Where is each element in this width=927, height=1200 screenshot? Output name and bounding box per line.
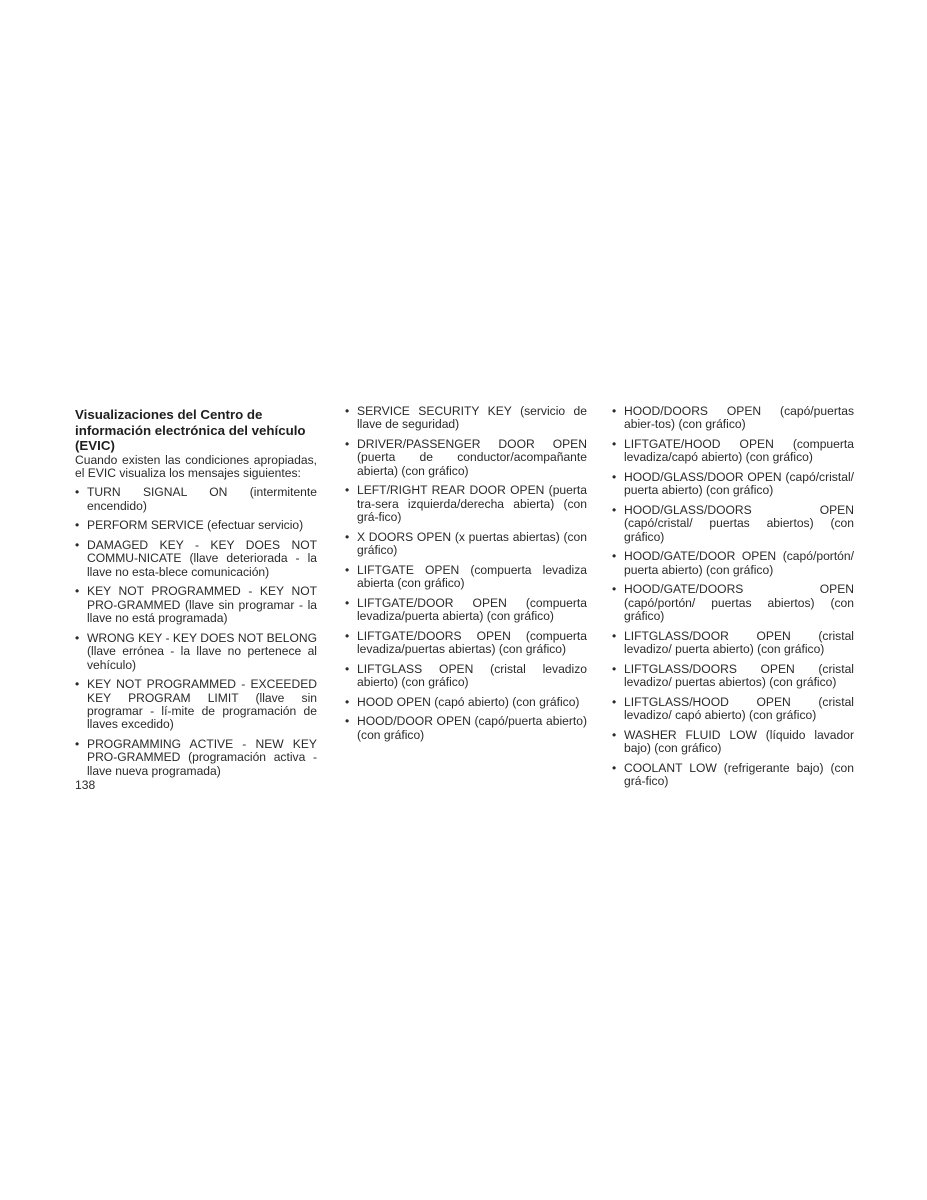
list-item bbox=[345, 484, 587, 524]
bullet-icon: • bbox=[612, 661, 617, 676]
list-item-text: KEY NOT PROGRAMMED - KEY NOT PRO-GRAMMED (llave sin programar - la llave no está programada) bbox=[87, 584, 317, 626]
message-list-2 bbox=[345, 405, 587, 742]
list-item bbox=[75, 632, 317, 672]
list-item bbox=[612, 663, 854, 690]
bullet-icon: • bbox=[75, 537, 80, 552]
message-list-1 bbox=[75, 486, 317, 778]
list-item-text: DRIVER/PASSENGER DOOR OPEN (puerta de conductor/acompañante abierta) (con gráfico) bbox=[357, 437, 587, 478]
list-item-text: LIFTGLASS/DOOR OPEN (cristal levadizo/ puerta abierto) (con gráfico) bbox=[624, 628, 854, 657]
list-item-text: TURN SIGNAL ON (intermitente encendido) bbox=[87, 485, 317, 513]
bullet-icon: • bbox=[345, 404, 350, 418]
bullet-icon: • bbox=[612, 694, 617, 709]
list-item bbox=[345, 663, 587, 690]
bullet-icon: • bbox=[75, 485, 80, 500]
bullet-icon: • bbox=[612, 727, 617, 742]
list-item bbox=[612, 696, 854, 723]
list-item-text: LIFTGATE/DOORS OPEN (compuerta levadiza/puertas abiertas) (con gráfico) bbox=[357, 628, 587, 657]
list-item-text: HOOD/GLASS/DOORS OPEN (capó/cristal/ puertas abiertos) (con gráfico) bbox=[624, 503, 854, 544]
list-item bbox=[612, 583, 854, 623]
list-item bbox=[345, 715, 587, 742]
list-item-text: DAMAGED KEY - KEY DOES NOT COMMU-NICATE (llave deteriorada - la llave no esta-blece comunicación) bbox=[87, 537, 317, 579]
list-item bbox=[75, 585, 317, 625]
list-item bbox=[345, 405, 587, 432]
list-item-text: PERFORM SERVICE (efectuar servicio) bbox=[87, 518, 304, 533]
list-item-text: WASHER FLUID LOW (líquido lavador bajo) (con gráfico) bbox=[624, 727, 854, 756]
column-3 bbox=[612, 405, 854, 795]
bullet-icon: • bbox=[612, 582, 617, 597]
bullet-icon: • bbox=[612, 470, 617, 484]
list-item bbox=[612, 630, 854, 657]
bullet-icon: • bbox=[345, 562, 350, 577]
list-item-text: KEY NOT PROGRAMMED - EXCEEDED KEY PROGRAM LIMIT (llave sin programar - lí-mite de programación de llaves excedido) bbox=[87, 677, 317, 732]
list-item-text: LIFTGLASS/DOORS OPEN (cristal levadizo/ puertas abiertos) (con gráfico) bbox=[624, 661, 854, 690]
list-item-text: HOOD OPEN (capó abierto) (con gráfico) bbox=[357, 694, 580, 709]
list-item bbox=[75, 738, 317, 778]
bullet-icon: • bbox=[345, 529, 350, 544]
list-item bbox=[345, 531, 587, 558]
bullet-icon: • bbox=[345, 595, 350, 610]
list-item-text: X DOORS OPEN (x puertas abiertas) (con gráfico) bbox=[357, 529, 587, 558]
list-item-text: SERVICE SECURITY KEY (servicio de llave de seguridad) bbox=[357, 404, 587, 432]
list-item-text: HOOD/GLASS/DOOR OPEN (capó/cristal/ puerta abierto) (con gráfico) bbox=[624, 470, 854, 498]
bullet-icon: • bbox=[345, 628, 350, 643]
list-item-text: LIFTGLASS OPEN (cristal levadizo abierto) (con gráfico) bbox=[357, 661, 587, 690]
list-item bbox=[612, 504, 854, 544]
column-1 bbox=[75, 405, 317, 784]
message-list-3 bbox=[612, 405, 854, 789]
list-item bbox=[75, 539, 317, 579]
bullet-icon: • bbox=[612, 760, 617, 775]
bullet-icon: • bbox=[75, 630, 80, 645]
list-item-text: HOOD/GATE/DOORS OPEN (capó/portón/ puertas abiertos) (con gráfico) bbox=[624, 582, 854, 624]
list-item bbox=[75, 486, 317, 513]
list-item bbox=[612, 550, 854, 577]
page-number: 138 bbox=[75, 778, 96, 792]
bullet-icon: • bbox=[345, 437, 350, 451]
bullet-icon: • bbox=[75, 677, 80, 692]
list-item-text: WRONG KEY - KEY DOES NOT BELONG (llave errónea - la llave no pertenece al vehículo) bbox=[87, 630, 317, 672]
list-item bbox=[345, 564, 587, 591]
bullet-icon: • bbox=[612, 404, 617, 418]
column-2 bbox=[345, 405, 587, 748]
list-item bbox=[345, 438, 587, 478]
list-item-text: LIFTGATE/DOOR OPEN (compuerta levadiza/puerta abierta) (con gráfico) bbox=[357, 595, 587, 624]
bullet-icon: • bbox=[75, 584, 80, 599]
list-item bbox=[612, 405, 854, 432]
bullet-icon: • bbox=[75, 736, 80, 751]
list-item-text: PROGRAMMING ACTIVE - NEW KEY PRO-GRAMMED (programación activa - llave nueva programada) bbox=[87, 736, 317, 778]
list-item bbox=[75, 678, 317, 732]
list-item-text: LIFTGATE/HOOD OPEN (compuerta levadiza/capó abierto) (con gráfico) bbox=[624, 437, 854, 465]
list-item bbox=[612, 729, 854, 756]
bullet-icon: • bbox=[612, 628, 617, 643]
list-item-text: HOOD/DOOR OPEN (capó/puerta abierto) (con gráfico) bbox=[357, 714, 587, 742]
list-item bbox=[345, 597, 587, 624]
list-item bbox=[345, 696, 587, 709]
list-item bbox=[612, 438, 854, 465]
bullet-icon: • bbox=[612, 549, 617, 564]
section-intro: Cuando existen las condiciones apropiadas, el EVIC visualiza los mensajes siguientes: bbox=[75, 452, 317, 480]
bullet-icon: • bbox=[612, 503, 617, 517]
bullet-icon: • bbox=[345, 714, 350, 729]
bullet-icon: • bbox=[75, 518, 80, 533]
list-item bbox=[75, 519, 317, 532]
list-item-text: LEFT/RIGHT REAR DOOR OPEN (puerta tra-sera izquierda/derecha abierta) (con grá-fico) bbox=[357, 483, 587, 525]
list-item-text: HOOD/DOORS OPEN (capó/puertas abier-tos) (con gráfico) bbox=[624, 404, 854, 432]
list-item-text: LIFTGATE OPEN (compuerta levadiza abierta (con gráfico) bbox=[357, 562, 587, 591]
bullet-icon: • bbox=[345, 661, 350, 676]
list-item-text: HOOD/GATE/DOOR OPEN (capó/portón/ puerta abierto) (con gráfico) bbox=[624, 549, 854, 577]
list-item-text: COOLANT LOW (refrigerante bajo) (con grá-fico) bbox=[624, 760, 854, 789]
section-heading: Visualizaciones del Centro de información electrónica del vehículo (EVIC) bbox=[75, 407, 306, 453]
bullet-icon: • bbox=[612, 437, 617, 451]
list-item-text: LIFTGLASS/HOOD OPEN (cristal levadizo/ capó abierto) (con gráfico) bbox=[624, 694, 854, 723]
list-item bbox=[612, 471, 854, 498]
bullet-icon: • bbox=[345, 694, 350, 709]
bullet-icon: • bbox=[345, 483, 350, 498]
list-item bbox=[345, 630, 587, 657]
list-item bbox=[612, 762, 854, 789]
